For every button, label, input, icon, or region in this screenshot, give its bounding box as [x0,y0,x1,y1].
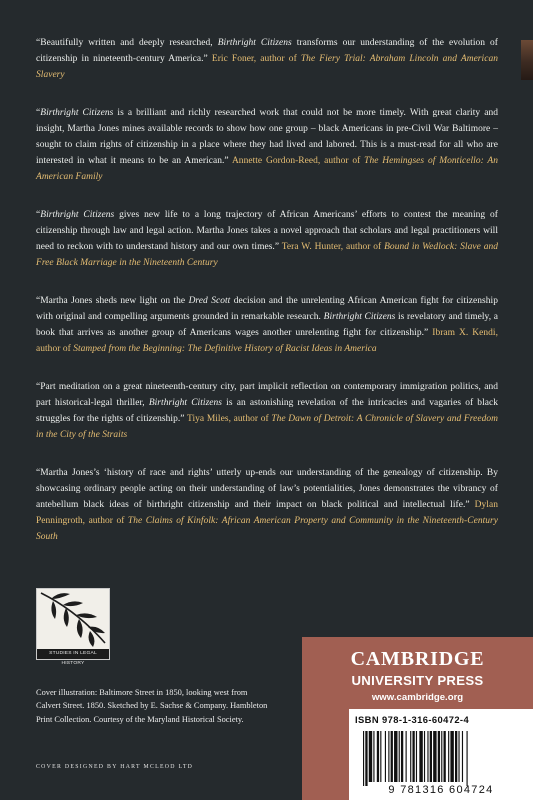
endorsement-quote: “Part meditation on a great nineteenth-century city, part implicit reflection on contemporary immigration politics, and part historical-legal thriller, Birthright Citizens is an astonishing revelation of the intricacies and vagaries of black struggles for the rights of citizenship.” [36,382,498,424]
publisher-panel [302,637,533,800]
barcode-bar [369,731,372,782]
barcode-bar [444,731,446,782]
barcode-bar [448,731,449,782]
endorsement [36,35,498,83]
barcode-bar [441,731,442,782]
barcode-bar [427,731,428,782]
barcode-bar [401,731,403,782]
barcode-bar [385,731,386,782]
endorsement-quote: “Martha Jones’s ‘history of race and rights’ utterly up-ends our understanding of the genealogy of citizenship. By showcasing ordinary people acting on their understanding of law’s potentialities, Jones demonstrates the vibrancy of antebellum black ideas of birthright citizenship and their impact on black political and intellectual life.” [36,468,498,510]
barcode-bar [424,731,425,782]
barcode-area [349,709,533,800]
endorsement-attribution: Annette Gordon-Reed, author of The Hemingses of Monticello: An American Family [36,156,499,182]
designer-credit: COVER DESIGNED BY HART MCLEOD LTD [36,764,194,770]
endorsement-quote: “Martha Jones sheds new light on the Dred Scott decision and the unrelenting African American fight for citizenship with original and compelling arguments grounded in remarkable research. Birthright Citizens is revelatory and timely, a book that arrives as another group of Americans wages another unrelenting fight for citizenship.” [36,296,499,338]
endorsement [36,207,498,271]
publisher-press: UNIVERSITY PRESS [351,673,484,688]
barcode-bar [394,731,397,782]
barcode-bar [365,731,367,786]
barcode-digits: 9 781316 604724 [388,784,494,796]
endorsement-attribution: Tera W. Hunter, author of Bound in Wedlock: Slave and Free Black Marriage in the Nineteenth Century [36,242,498,268]
barcode-bar [363,731,364,786]
barcode-bar [391,731,393,782]
endorsement-quote: “Birthright Citizens is a brilliant and richly researched work that could not be more timely. With great clarity and insight, Martha Jones mines available records to show how one group – black Americans in pre-Civil War Baltimore – sought to claim rights of citizenship in a place where they had lived and labored. This is a must-read for all who are interested in what it means to be an American.” [36,108,498,166]
endorsement-attribution: Eric Foner, author of The Fiery Trial: Abraham Lincoln and American Slavery [36,54,498,80]
barcode-bar [416,731,417,782]
isbn-label: ISBN 978-1-316-60472-4 [355,714,470,725]
barcode-bar [399,731,400,782]
branch-with-leaves-icon [37,589,109,649]
barcode-bar [458,731,459,782]
barcode-bar [412,731,414,782]
endorsement-quote: “Birthright Citizens gives new life to a long trajectory of African Americans’ efforts to contest the meaning of citizenship through law and legal action. Martha Jones takes a novel approach that scholars and legal practitioners will need to reckon with to understand history and our own times.” [36,210,498,252]
barcode-bar [373,731,374,782]
cover-photo-edge [521,40,533,80]
barcode-bar [438,731,440,782]
barcode-bar [388,731,389,782]
cover-illustration-credit: Cover illustration: Baltimore Street in 1850, looking west from Calvert Street. 1850. Sketched by E. Sachse & Company. Hambleton Print Collection. Courtesy of the Maryland Historical Society. [36,688,268,724]
endorsement-attribution: Dylan Penningroth, author of The Claims of Kinfolk: African American Property and Community in the Nineteenth-Century South [36,500,498,542]
barcode-bar [430,731,432,782]
endorsement [36,105,498,185]
series-logo-caption: STUDIES IN LEGAL HISTORY [37,649,109,659]
endorsement-attribution: Ibram X. Kendi, author of Stamped from the Beginning: The Definitive History of Racist Ideas in America [36,328,499,354]
barcode-bar [455,731,457,782]
endorsement [36,379,498,443]
barcode-bar [433,731,436,782]
barcode-bar [406,731,407,782]
series-logo [36,588,110,666]
barcode-bar [410,731,411,782]
barcode-bar [462,731,463,782]
publisher-url: www.cambridge.org [371,692,464,703]
barcode-bar [419,731,422,782]
endorsement [36,293,498,357]
endorsements [36,35,498,567]
endorsement-quote: “Beautifully written and deeply researched, Birthright Citizens transforms our understanding of the evolution of citizenship in nineteenth-century America.” [36,38,498,64]
endorsement-attribution: Tiya Miles, author of The Dawn of Detroit: A Chronicle of Slavery and Freedom in the City of the Straits [36,414,498,440]
barcode-bar [450,731,453,782]
publisher-name: CAMBRIDGE [350,648,485,670]
barcode-bar [380,731,381,782]
endorsement [36,465,498,545]
barcode-bar [377,731,379,782]
barcode-bar [467,731,468,786]
